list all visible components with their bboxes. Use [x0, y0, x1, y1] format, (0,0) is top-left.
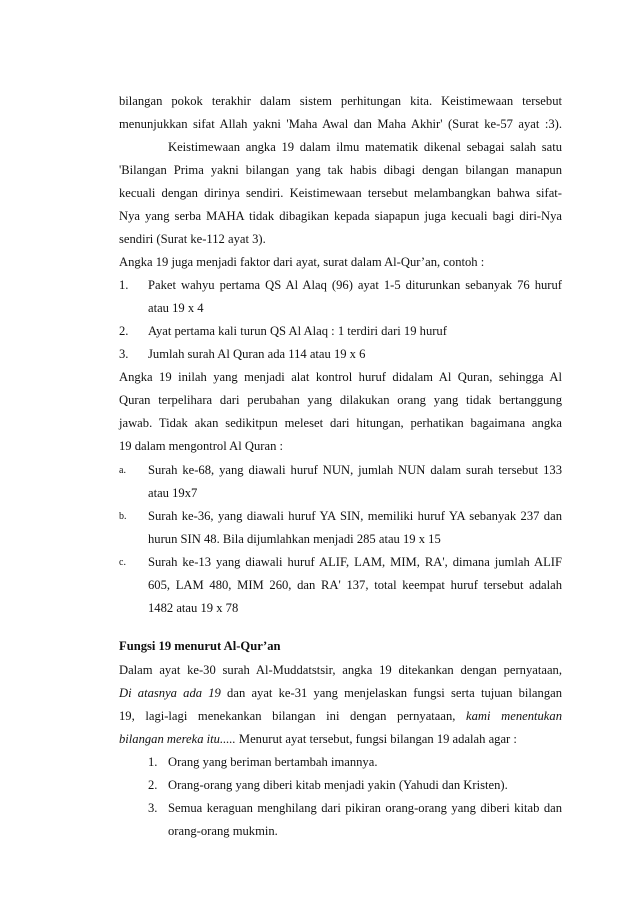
paragraph-text: dan ayat ke-31 yang menjelaskan fungsi serta tujuan bilangan [220, 686, 562, 700]
paragraph-line: 'Bilangan Prima yakni bilangan yang tak habis dibagi dengan bilangan manapun [119, 163, 562, 177]
list-item: atau 19 x 4 [148, 301, 204, 315]
section-heading: Fungsi 19 menurut Al-Qur’an [119, 639, 281, 653]
paragraph-line: 19 dalam mengontrol Al Quran : [119, 439, 284, 453]
paragraph-line: Quran terpelihara dari perubahan yang dilakukan orang yang tidak bertanggung [119, 393, 562, 407]
list-number: 2. [148, 778, 158, 792]
paragraph-text: 19, lagi-lagi menekankan bilangan ini dengan pernyataan, [119, 709, 467, 723]
list-item: Surah ke-36, yang diawali huruf YA SIN, memiliki huruf YA sebanyak 237 dan [148, 509, 562, 523]
paragraph-line [119, 733, 517, 746]
list-item: hurun SIN 48. Bila dijumlahkan menjadi 285 atau 19 x 15 [148, 532, 441, 546]
list-item: Surah ke-13 yang diawali huruf ALIF, LAM, MIM, RA', dimana jumlah ALIF [148, 555, 562, 569]
list-letter: a. [119, 465, 126, 476]
paragraph-text: Menurut ayat tersebut, fungsi bilangan 19 adalah agar : [235, 732, 517, 746]
list-number: 2. [119, 324, 129, 338]
paragraph-line [119, 687, 562, 700]
list-number: 3. [148, 801, 158, 815]
list-item: Surah ke-68, yang diawali huruf NUN, jumlah NUN dalam surah tersebut 133 [148, 463, 562, 477]
list-number: 1. [148, 755, 158, 769]
list-item: orang-orang mukmin. [168, 824, 278, 838]
italic-quote: kami menentukan [466, 709, 562, 723]
list-letter: b. [119, 511, 127, 522]
list-item: Orang-orang yang diberi kitab menjadi yakin (Yahudi dan Kristen). [168, 778, 508, 792]
list-item: Orang yang beriman bertambah imannya. [168, 755, 378, 769]
list-item: Paket wahyu pertama QS Al Alaq (96) ayat 1-5 diturunkan sebanyak 76 huruf [148, 278, 562, 292]
list-item: Semua keraguan menghilang dari pikiran orang-orang yang diberi kitab dan [168, 801, 562, 815]
paragraph-line: Dalam ayat ke-30 surah Al-Muddatstsir, angka 19 ditekankan dengan pernyataan, [119, 663, 562, 677]
paragraph-line: Nya yang serba MAHA tidak dibagikan kepada siapapun juga kecuali bagi diri-Nya [119, 209, 562, 223]
italic-quote: Di atasnya ada 19 [119, 686, 221, 700]
list-item: Jumlah surah Al Quran ada 114 atau 19 x 6 [148, 347, 366, 361]
paragraph-line: menunjukkan sifat Allah yakni 'Maha Awal dan Maha Akhir' (Surat ke-57 ayat :3). [119, 117, 562, 131]
paragraph-line: bilangan pokok terakhir dalam sistem perhitungan kita. Keistimewaan tersebut [119, 94, 562, 108]
list-item: 605, LAM 480, MIM 260, dan RA' 137, total keempat huruf tersebut adalah [148, 578, 562, 592]
list-number: 3. [119, 347, 129, 361]
paragraph-line: jawab. Tidak akan sedikitpun meleset dari hitungan, perhatikan bagaimana angka [119, 416, 562, 430]
list-item: atau 19x7 [148, 486, 198, 500]
list-number: 1. [119, 278, 129, 292]
paragraph-line: kecuali dengan dirinya sendiri. Keistimewaan tersebut melambangkan bahwa sifat- [119, 186, 562, 200]
list-item: 1482 atau 19 x 78 [148, 601, 239, 615]
paragraph-line: Keistimewaan angka 19 dalam ilmu matematik dikenal sebagai salah satu [168, 140, 562, 154]
list-letter: c. [119, 557, 126, 568]
italic-quote: bilangan mereka itu..... [119, 732, 236, 746]
paragraph-line [119, 710, 562, 723]
paragraph-line: Angka 19 juga menjadi faktor dari ayat, surat dalam Al-Qur’an, contoh : [119, 255, 485, 269]
paragraph-line: sendiri (Surat ke-112 ayat 3). [119, 232, 266, 246]
list-item: Ayat pertama kali turun QS Al Alaq : 1 terdiri dari 19 huruf [148, 324, 447, 338]
paragraph-line: Angka 19 inilah yang menjadi alat kontrol huruf didalam Al Quran, sehingga Al [119, 370, 562, 384]
